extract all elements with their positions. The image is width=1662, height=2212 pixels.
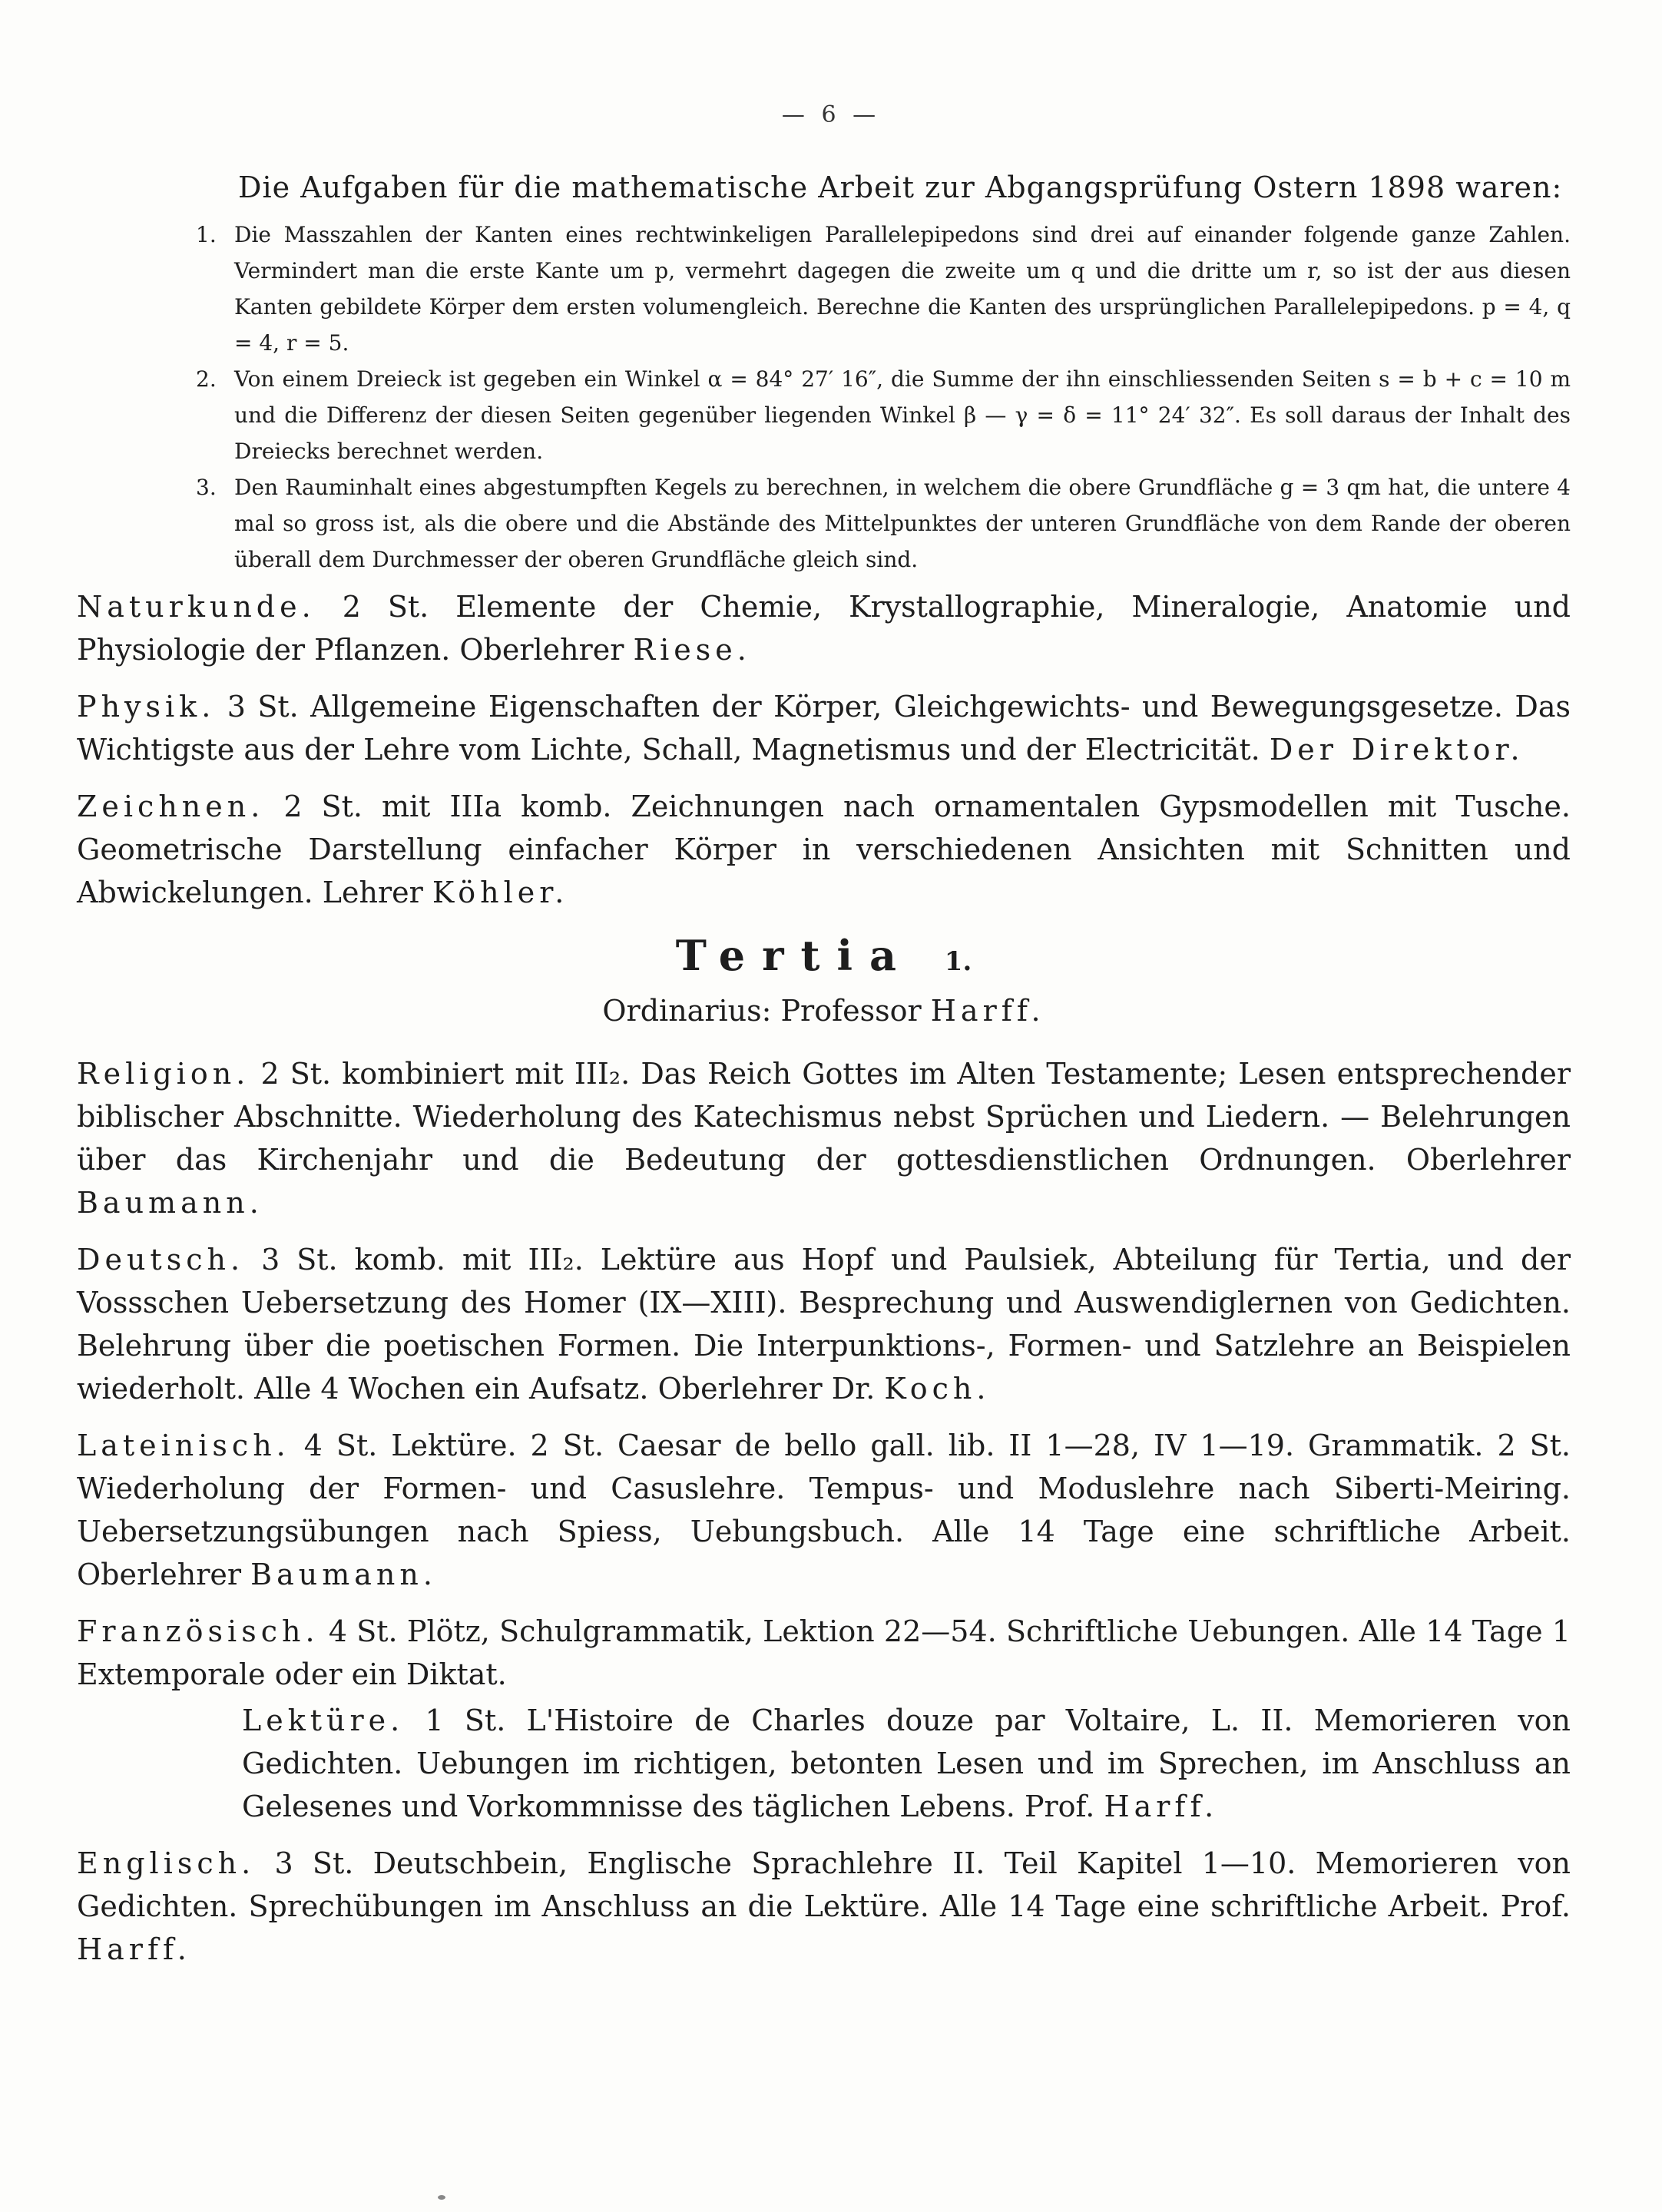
- entry-religion: [77, 1052, 1571, 1224]
- subject-label: Lateinisch.: [77, 1429, 290, 1462]
- page-number: — 6 —: [781, 101, 881, 128]
- entry-text: 3 St. Deutschbein, Englische Sprachlehre II. Teil Kapitel 1—10. Memorieren von Gedichten. Sprechübungen im Anschluss an die Lektüre. Alle 14 Tage eine schriftliche Arbeit. Prof.: [77, 1846, 1571, 1923]
- task-number: 3.: [196, 475, 217, 500]
- curriculum-body: [77, 585, 1571, 1985]
- teacher-name: Baumann.: [250, 1558, 437, 1591]
- teacher-name: Koch.: [884, 1372, 991, 1406]
- exam-task-list: [196, 217, 1571, 578]
- entry-englisch: [77, 1842, 1571, 1971]
- teacher-name: Harff.: [77, 1932, 191, 1966]
- subject-label: Naturkunde.: [77, 590, 316, 624]
- exam-task: [196, 217, 1571, 361]
- exam-task: [196, 469, 1571, 578]
- lekture-label: Lektüre.: [242, 1704, 405, 1737]
- teacher-name: Riese.: [633, 633, 751, 667]
- section-suffix: 1.: [944, 946, 972, 977]
- entry-text: 2 St. kombiniert mit III₂. Das Reich Gottes im Alten Testamente; Lesen entsprechender biblischer Abschnitte. Wiederholung des Katechismus nebst Sprüchen und Liedern. — Belehrungen über das Kirchenjahr und die Bedeutung der gottesdienstlichen Ordnungen. Oberlehrer: [77, 1057, 1571, 1177]
- entry-text: 4 St. Plötz, Schulgrammatik, Lektion 22—54. Schriftliche Uebungen. Alle 14 Tage 1 Extemporale oder ein Diktat.: [77, 1614, 1571, 1691]
- ordinarius-line: [77, 989, 1571, 1032]
- task-text: Den Rauminhalt eines abgestumpften Kegels zu berechnen, in welchem die obere Grundfläche g = 3 qm hat, die untere 4 mal so gross ist, als die obere und die Abstände des Mittelpunktes der unteren Grundfläche von dem Rande der oberen überall dem Durchmesser der oberen Grundfläche gleich sind.: [234, 475, 1571, 572]
- entry-text: 1 St. L'Histoire de Charles douze par Voltaire, L. II. Memorieren von Gedichten. Uebungen im richtigen, betonten Lesen und im Sprechen, im Anschluss an Gelesenes und Vorkommnisse des täglichen Lebens. Prof.: [242, 1704, 1571, 1823]
- subject-label: Französisch.: [77, 1614, 319, 1648]
- exam-task: [196, 361, 1571, 469]
- teacher-name: Baumann.: [77, 1186, 263, 1220]
- entry-franzoesisch-lekture: [77, 1699, 1571, 1828]
- entry-deutsch: [77, 1238, 1571, 1410]
- teacher-name: Harff.: [1104, 1790, 1219, 1823]
- exam-intro: Die Aufgaben für die mathematische Arbeit zur Abgangsprüfung Ostern 1898 waren:: [238, 171, 1563, 204]
- entry-zeichnen: [77, 785, 1571, 914]
- entry-physik: [77, 685, 1571, 771]
- entry-text: 2 St. Elemente der Chemie, Krystallographie, Mineralogie, Anatomie und Physiologie der Pflanzen. Oberlehrer: [77, 590, 1571, 667]
- subject-label: Religion.: [77, 1057, 250, 1091]
- ordinarius-name: Harff.: [930, 994, 1045, 1028]
- teacher-name: Köhler.: [432, 876, 569, 909]
- ordinarius-label: Ordinarius: Professor: [602, 994, 922, 1028]
- entry-text: 3 St. komb. mit III₂. Lektüre aus Hopf und Paulsiek, Abteilung für Tertia, und der Vossschen Uebersetzung des Homer (IX—XIII). Besprechung und Auswendiglernen von Gedichten. Belehrung über die poetischen Formen. Die Interpunktions-, Formen- und Satzlehre an Beispielen wiederholt. Alle 4 Wochen ein Aufsatz. Oberlehrer Dr.: [77, 1243, 1571, 1406]
- task-text: Die Masszahlen der Kanten eines rechtwinkeligen Parallelepipedons sind drei auf einander folgende ganze Zahlen. Vermindert man die erste Kante um p, vermehrt dagegen die zweite um q und die dritte um r, so ist der aus diesen Kanten gebildete Körper dem ersten volumengleich. Berechne die Kanten des ursprünglichen Parallelepipedons. p = 4, q = 4, r = 5.: [234, 222, 1571, 356]
- entry-text: 3 St. Allgemeine Eigenschaften der Körper, Gleichgewichts- und Bewegungsgesetze. Das Wichtigste aus der Lehre vom Lichte, Schall, Magnetismus und der Electricität.: [77, 690, 1571, 767]
- print-speck: [438, 2195, 445, 2200]
- subject-label: Zeichnen.: [77, 790, 265, 823]
- entry-text: 2 St. mit IIIa komb. Zeichnungen nach ornamentalen Gypsmodellen mit Tusche. Geometrische Darstellung einfacher Körper in verschiedenen Ansichten mit Schnitten und Abwickelungen. Lehrer: [77, 790, 1571, 909]
- section-title: Tertia: [675, 931, 913, 980]
- section-heading: [77, 931, 1571, 983]
- entry-franzoesisch: [77, 1610, 1571, 1696]
- task-number: 1.: [196, 222, 217, 247]
- subject-label: Deutsch.: [77, 1243, 245, 1277]
- teacher-name: Der Direktor.: [1269, 733, 1525, 767]
- subject-label: Englisch.: [77, 1846, 256, 1880]
- entry-lateinisch: [77, 1424, 1571, 1596]
- entry-naturkunde: [77, 585, 1571, 671]
- entry-text: 4 St. Lektüre. 2 St. Caesar de bello gall. lib. II 1—28, IV 1—19. Grammatik. 2 St. Wiederholung der Formen- und Casuslehre. Tempus- und Moduslehre nach Siberti-Meiring. Uebersetzungsübungen nach Spiess, Uebungsbuch. Alle 14 Tage eine schriftliche Arbeit. Oberlehrer: [77, 1429, 1571, 1591]
- subject-label: Physik.: [77, 690, 216, 724]
- task-number: 2.: [196, 366, 217, 392]
- task-text: Von einem Dreieck ist gegeben ein Winkel α = 84° 27′ 16″, die Summe der ihn einschliessenden Seiten s = b + c = 10 m und die Differenz der diesen Seiten gegenüber liegenden Winkel β — γ = δ = 11° 24′ 32″. Es soll daraus der Inhalt des Dreiecks berechnet werden.: [234, 366, 1571, 464]
